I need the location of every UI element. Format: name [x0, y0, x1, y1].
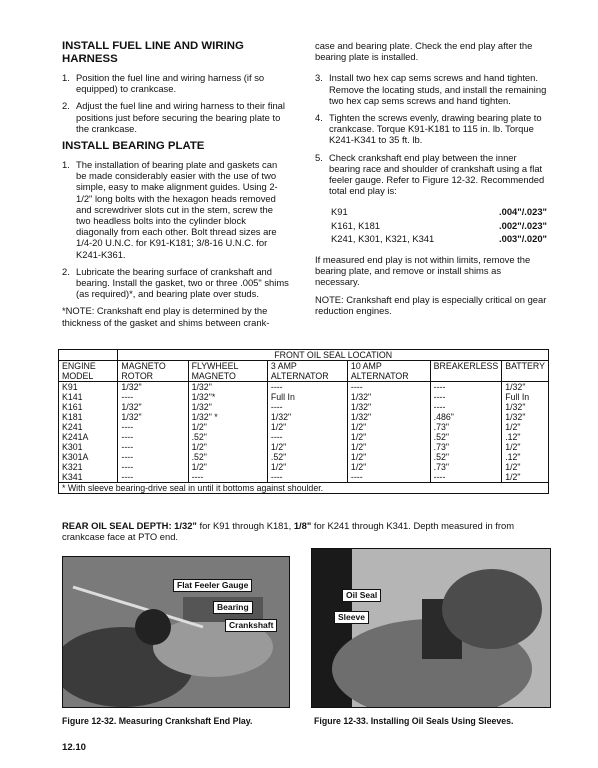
table-cell: .52" [430, 452, 502, 462]
table-footnote: * With sleeve bearing-drive seal in until it bottoms against shoulder. [59, 483, 549, 494]
table-cell: 1/2" [188, 422, 267, 432]
table-cell: 1/32" * [188, 412, 267, 422]
table-cell: 1/2" [347, 442, 430, 452]
heading-fuel-line: INSTALL FUEL LINE AND WIRING HARNESS [62, 40, 244, 65]
table-cell: 1/32" [188, 402, 267, 412]
table-cell: .12" [502, 452, 549, 462]
heading-bearing-plate: INSTALL BEARING PLATE [62, 140, 205, 153]
list-item: 4. Tighten the screws evenly, drawing bearing plate to crankcase. Torque K91-K181 to 115 in. lb. Torque K241-K341 to 35 ft. lb. [315, 112, 542, 146]
table-cell: 1/32" [502, 412, 549, 422]
table-cell: 1/2" [502, 472, 549, 483]
table-cell: 1/2" [188, 462, 267, 472]
column-header: BREAKERLESS [430, 361, 502, 382]
table-cell: ---- [118, 432, 188, 442]
column-header: 3 AMP ALTERNATOR [267, 361, 347, 382]
table-cell: ---- [267, 402, 347, 412]
table-cell: 1/32" [347, 392, 430, 402]
list-item: 2. Lubricate the bearing surface of crankshaft and bearing. Install the gasket, two or three .005" shims (as required)*, and bearing plate over studs. [62, 265, 289, 300]
photo-illustration [312, 549, 550, 707]
table-row [59, 422, 549, 432]
table-cell: ---- [118, 452, 188, 462]
list-item: 2. Adjust the fuel line and wiring harness to their final positions just before securing the bearing plate to the crankcase. [62, 100, 285, 134]
table-cell: ---- [118, 472, 188, 483]
table-cell: 1/2" [347, 462, 430, 472]
table-cell: ---- [118, 392, 188, 402]
table-cell: ---- [430, 472, 502, 483]
table-cell: 1/32" [188, 382, 267, 393]
table-cell: .486" [430, 412, 502, 422]
figure-caption-32: Figure 12-32. Measuring Crankshaft End Play. [62, 716, 253, 726]
table-row [59, 462, 549, 472]
limits-text: If measured end play is not within limits, remove the bearing plate, and remove or install shims as necessary. [315, 254, 531, 288]
list-item: 1. The installation of bearing plate and gaskets can be made considerably easier with the use of two simple, easy to make alignment guides. Using 2-1/2" long bolts with the hexagon heads removed and screwdriver slots cut in the stem, screw the two headless bolts into the cylinder block diagonally from each other. Bolt thread sizes are 1/4-20 U.N.C. for K91-K181; 3/8-16 U.N.C. for K241-K361. [62, 159, 278, 260]
table-cell: ---- [267, 472, 347, 483]
oil-seal-table [58, 349, 549, 494]
table-cell: ---- [430, 382, 502, 393]
table-cell: .73" [430, 422, 502, 432]
rear-seal-depth: REAR OIL SEAL DEPTH: 1/32" for K91 through K181, 1/8" for K241 through K341. Depth measured in from crankcase face at PTO end. [62, 520, 515, 543]
table-cell: ---- [118, 462, 188, 472]
page-number: 12.10 [62, 742, 87, 753]
table-cell: Full In [267, 392, 347, 402]
label-feeler-gauge: Flat Feeler Gauge [173, 579, 252, 592]
table-cell: K91 [62, 382, 78, 392]
list-item: 3. Install two hex cap sems screws and hand tighten. Remove the locating studs, and install the remaining two hex cap sems screws and hand tighten. [315, 72, 547, 106]
table-row [59, 382, 549, 393]
column-header: MAGNETO ROTOR [118, 361, 188, 382]
table-cell: ---- [347, 382, 430, 393]
table-cell: 1/32" [502, 402, 549, 412]
table-cell: .52" [188, 432, 267, 442]
figure-feeler-gauge-photo [62, 556, 290, 708]
table-row [59, 412, 549, 422]
label-oil-seal: Oil Seal [342, 589, 381, 602]
table-cell: ---- [118, 442, 188, 452]
table-cell: 1/2" [188, 442, 267, 452]
table-cell: 1/2" [267, 442, 347, 452]
table-cell: .73" [430, 462, 502, 472]
label-crankshaft: Crankshaft [225, 619, 277, 632]
table-cell: ---- [430, 392, 502, 402]
table-cell: ---- [267, 432, 347, 442]
table-cell: .73" [430, 442, 502, 452]
table-cell: .52" [267, 452, 347, 462]
table-cell: 1/2" [502, 442, 549, 452]
table-row [59, 442, 549, 452]
table-cell: .52" [430, 432, 502, 442]
table-cell: .12" [502, 432, 549, 442]
table-cell: K241A [62, 432, 89, 442]
table-cell: 1/2" [347, 432, 430, 442]
table-cell: K241 [62, 422, 83, 432]
table-cell: 1/32" [118, 402, 188, 412]
table-cell: 1/32" [502, 382, 549, 393]
end-play-list: K91 .004"/.023" K161, K181 .002"/.023" K241, K301, K321, K341 .003"/.020" [331, 206, 547, 244]
table-row [59, 392, 549, 402]
list-item: 5. Check crankshaft end play between the inner bearing race and shoulder of crankshaft using a flat feeler gauge. Refer to Figure 12-32. Recommended total end play is: [315, 151, 545, 197]
column-header: 10 AMP ALTERNATOR [347, 361, 430, 382]
table-cell: K141 [62, 392, 83, 402]
note-gear-reduction: NOTE: Crankshaft end play is especially critical on gear reduction engines. [315, 293, 547, 316]
figure-oil-seal-photo [311, 548, 551, 708]
table-cell: K301 [62, 442, 83, 452]
table-row [59, 472, 549, 483]
figure-caption-33: Figure 12-33. Installing Oil Seals Using Sleeves. [314, 716, 514, 726]
table-cell: K161 [62, 402, 83, 412]
table-cell: K181 [62, 412, 83, 422]
left-column [62, 40, 290, 328]
table-cell: 1/2" [347, 452, 430, 462]
table-cell: 1/32" [118, 412, 188, 422]
table-cell: 1/2" [502, 462, 549, 472]
note-end-play: *NOTE: Crankshaft end play is determined by the thickness of the gasket and shims between crank- [62, 305, 270, 328]
table-cell: 1/32" [118, 382, 188, 393]
table-cell: 1/2" [502, 422, 549, 432]
table-cell: 1/32"* [188, 392, 267, 402]
table-cell: 1/32" [347, 412, 430, 422]
table-row [59, 432, 549, 442]
table-cell: ---- [267, 382, 347, 393]
label-sleeve: Sleeve [334, 611, 369, 624]
column-header: BATTERY [502, 361, 549, 382]
table-cell: Full In [502, 392, 549, 402]
list-item: 1. Position the fuel line and wiring harness (if so equipped) to crankcase. [62, 72, 265, 95]
table-cell: ---- [118, 422, 188, 432]
table-cell: 1/2" [347, 422, 430, 432]
table-cell: 1/32" [347, 402, 430, 412]
table-cell: 1/2" [267, 462, 347, 472]
table-cell: 1/32" [267, 412, 347, 422]
table-cell: K301A [62, 452, 89, 462]
table-cell: ---- [347, 472, 430, 483]
right-column [315, 40, 547, 316]
table-cell: K341 [62, 472, 83, 482]
column-header: ENGINE MODEL [59, 361, 118, 382]
label-bearing: Bearing [213, 601, 253, 614]
table-cell: ---- [188, 472, 267, 483]
column-header: FLYWHEEL MAGNETO [188, 361, 267, 382]
continued-text: case and bearing plate. Check the end play after the bearing plate is installed. [315, 40, 533, 63]
table-cell: 1/2" [267, 422, 347, 432]
table-cell: ---- [430, 402, 502, 412]
table-cell: .52" [188, 452, 267, 462]
table-row [59, 452, 549, 462]
table-cell: K321 [62, 462, 83, 472]
table-title: FRONT OIL SEAL LOCATION [118, 350, 549, 361]
table-row [59, 402, 549, 412]
